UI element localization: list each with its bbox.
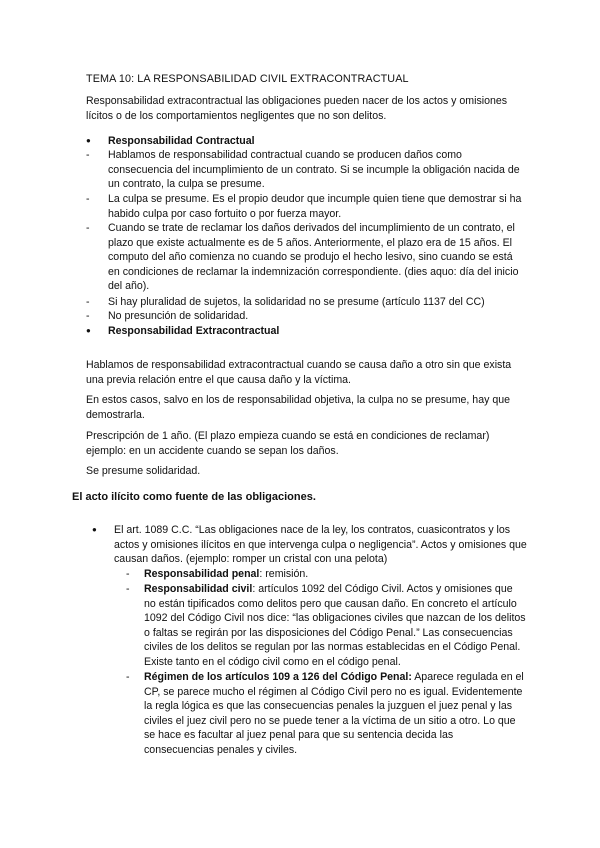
extracontractual-heading-item	[86, 324, 526, 339]
extracontractual-paragraph: En estos casos, salvo en los de responsabilidad objetiva, la culpa no se presume, hay que demostrarla.	[86, 394, 511, 421]
dash-icon: -	[86, 149, 90, 161]
bullet-dot-icon: ●	[92, 525, 97, 534]
dash-icon: -	[86, 296, 90, 308]
sub-item: - Responsabilidad penal: remisión.	[126, 568, 309, 580]
bullet-dot-icon: ●	[86, 326, 91, 335]
contractual-item: - La culpa se presume. Es el propio deudor que incumple quien tiene que demostrar si ha habido culpa por caso fortuito o por fuerza mayor.	[86, 193, 522, 220]
section-heading: El acto ilícito como fuente de las obligaciones.	[72, 491, 316, 503]
extracontractual-paragraph: Hablamos de responsabilidad extracontractual cuando se causa daño a otro sin que exista una previa relación entre el que causa daño y la víctima.	[86, 359, 512, 386]
dash-icon: -	[126, 671, 130, 683]
contractual-item: - No presunción de solidaridad.	[86, 310, 249, 322]
contractual-heading: Responsabilidad Contractual	[108, 135, 255, 147]
dash-icon: -	[86, 310, 90, 322]
extracontractual-paragraph: Prescripción de 1 año. (El plazo empieza cuando se está en condiciones de reclamar) ejemplo: en un accidente cuando se sepan los daños.	[86, 430, 490, 457]
extracontractual-heading: Responsabilidad Extracontractual	[108, 325, 280, 337]
sub-item: - Régimen de los artículos 109 a 126 del Código Penal: Aparece regulada en el CP, se parece mucho el régimen al Código Civil pero no es igual. Evidentemente la regla lógica es que las consecuencias penales la juzguen el juez penal y las civiles el juez civil pero no se puede tener a la víctima de un sitio a otro. Lo que se hace es facultar al juez penal para que su sentencia decida las consecuencias penales y civiles.	[126, 671, 524, 756]
intro-paragraph: Responsabilidad extracontractual las obligaciones pueden nacer de los actos y omisiones lícitos o de los comportamientos negligentes que no son delitos.	[86, 95, 508, 122]
sub-item: - Responsabilidad civil: artículos 1092 del Código Civil. Actos y omisiones que no están tipificados como delitos pero que causan daño. En concreto el artículo 1092 del Código Civil nos dice: “las obligaciones civiles que nazcan de los delitos o faltas se regirán por las disposiciones del Código Penal.” Las consecuencias civiles de los delitos se regulan por las normas establecidas en el Código Penal. Existe tanto en el código civil como en el código penal.	[126, 583, 526, 668]
extracontractual-paragraph: Se presume solidaridad.	[86, 465, 201, 477]
dash-icon: -	[126, 583, 130, 595]
dash-icon: -	[86, 193, 90, 205]
article-bullet: ● El art. 1089 C.C. “Las obligaciones nace de la ley, los contratos, cuasicontratos y los actos y omisiones ilícitos en que intervenga culpa o negligencia”. Actos y omisiones que causan daños. (ejemplo: romper un cristal con una pelota)	[92, 524, 527, 566]
document-title: TEMA 10: LA RESPONSABILIDAD CIVIL EXTRACONTRACTUAL	[86, 73, 409, 85]
dash-icon: -	[86, 222, 90, 234]
contractual-item: - Si hay pluralidad de sujetos, la solidaridad no se presume (artículo 1137 del CC)	[86, 296, 485, 308]
bullet-dot-icon: ●	[86, 136, 91, 145]
contractual-heading-item	[86, 134, 526, 149]
dash-icon: -	[126, 568, 130, 580]
contractual-item: - Cuando se trate de reclamar los daños derivados del incumplimiento de un contrato, el plazo que existe actualmente es de 5 años. Anteriormente, el plazo era de 15 años. El computo del año comienza no cuando se produjo el hecho lesivo, sino cuando se está en condiciones de reclamar la indemnización correspondiente. (dies aquo: día del inicio del año).	[86, 222, 519, 293]
contractual-item: - Hablamos de responsabilidad contractual cuando se producen daños como consecuencia del incumplimiento de un contrato. Si se incumple la obligación nacida de un contrato, la culpa se presume.	[86, 149, 520, 191]
